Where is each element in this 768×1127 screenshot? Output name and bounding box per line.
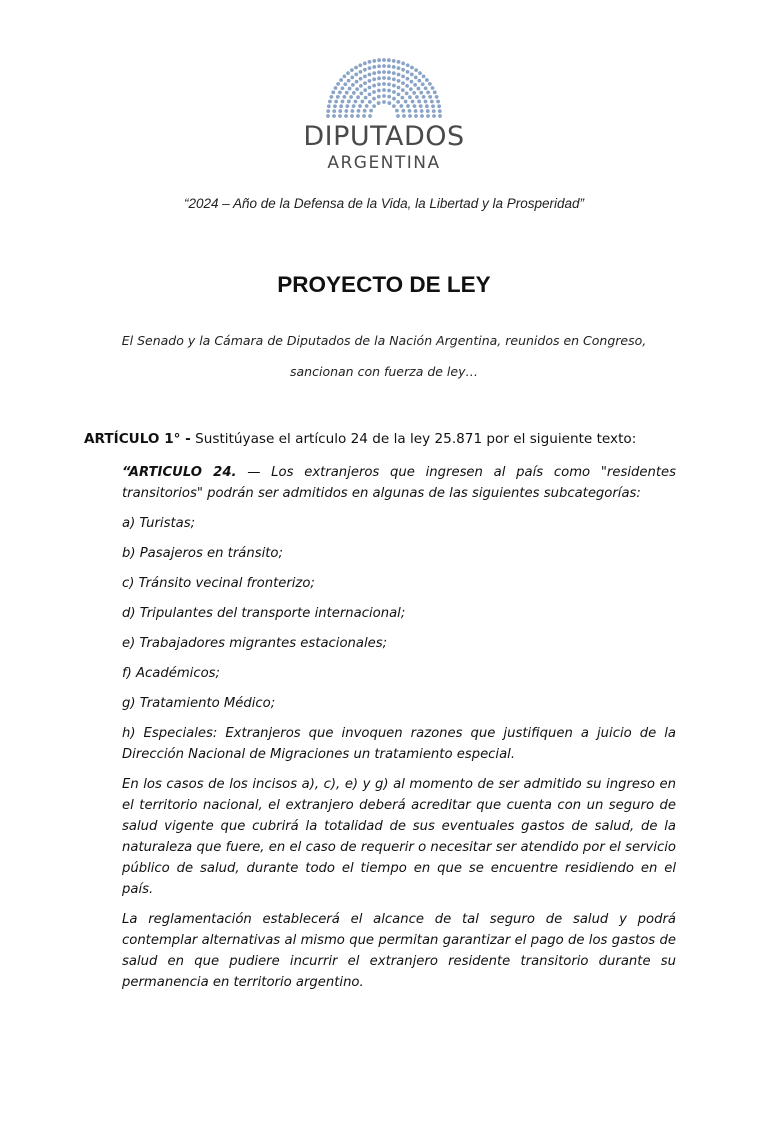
hemicycle-seat — [415, 95, 419, 99]
hemicycle-seat — [428, 95, 432, 99]
hemicycle-seat — [387, 76, 391, 80]
hemicycle-seat — [387, 95, 391, 99]
hemicycle-seat — [342, 95, 346, 99]
hemicycle-seat — [409, 87, 413, 91]
document-title: PROYECTO DE LEY — [277, 272, 491, 297]
hemicycle-seat — [348, 87, 352, 91]
hemicycle-seat — [372, 71, 376, 75]
hemicycle-seat — [397, 92, 401, 96]
hemicycle-seat — [382, 58, 386, 62]
hemicycle-seat — [397, 60, 401, 64]
hemicycle-seat — [424, 86, 428, 90]
hemicycle-seat — [368, 114, 372, 118]
hemicycle-seat — [401, 68, 405, 72]
hemicycle-seat — [377, 58, 381, 62]
hemicycle-seat — [352, 91, 356, 95]
hemicycle-seat — [359, 91, 363, 95]
hemicycle-seat — [406, 77, 410, 81]
hemicycle-seat — [392, 97, 396, 101]
hemicycle-seat — [338, 91, 342, 95]
article-heading — [84, 431, 704, 447]
hemicycle-seat — [410, 66, 414, 70]
hemicycle-seat — [328, 100, 332, 104]
hemicycle-seat — [426, 91, 430, 95]
list-item: d) Tripulantes del transporte internacional; — [122, 606, 406, 621]
hemicycle-seat — [350, 114, 354, 118]
hemicycle-seat — [341, 100, 345, 104]
hemicycle-seat — [401, 109, 405, 113]
hemicycle-seat — [420, 109, 424, 113]
hemicycle-seat — [350, 109, 354, 113]
hemicycle-seat — [387, 101, 391, 105]
hemicycle-seat — [345, 104, 349, 108]
hemicycle-seat — [397, 86, 401, 90]
hemicycle-seat — [372, 77, 376, 81]
hemicycle-seat — [432, 114, 436, 118]
hemicycle-seat — [358, 63, 362, 67]
list-item: f) Académicos; — [122, 666, 220, 681]
hemicycle-seat — [369, 109, 373, 113]
hemicycle-seat — [421, 82, 425, 86]
hemicycle-seat — [392, 84, 396, 88]
hemicycle-seat — [354, 66, 358, 70]
hemicycle-seat — [368, 66, 372, 70]
list-item: b) Pasajeros en tránsito; — [122, 546, 283, 561]
hemicycle-seat — [350, 68, 354, 72]
hemicycle-seat — [436, 100, 440, 104]
hemicycle-seat — [426, 114, 430, 118]
hemicycle-seat — [363, 68, 367, 72]
hemicycle-seat — [350, 75, 354, 79]
hemicycle-seat — [357, 109, 361, 113]
hemicycle-seat — [428, 82, 432, 86]
hemicycle-seat — [426, 109, 430, 113]
hemicycle-seat — [334, 100, 338, 104]
hemicycle-seat — [356, 114, 360, 118]
hemicycle-seat — [368, 60, 372, 64]
hemicycle-seat — [412, 91, 416, 95]
hemicycle-seat — [360, 100, 364, 104]
hemicycle-seat — [392, 104, 396, 108]
hemicycle-seat — [437, 104, 441, 108]
hemicycle-seat — [404, 100, 408, 104]
hemicycle-seat — [414, 114, 418, 118]
hemicycle-seat — [397, 79, 401, 83]
hemicycle-seat — [382, 76, 386, 80]
hemicycle-seat — [438, 109, 442, 113]
hemicycle-seat — [326, 114, 330, 118]
hemicycle-seat — [364, 96, 368, 100]
hemicycle-seat — [334, 86, 338, 90]
hemicycle-seat — [401, 74, 405, 78]
hemicycle-seat — [397, 66, 401, 70]
hemicycle-seat — [347, 79, 351, 83]
hemicycle-seat — [419, 104, 423, 108]
hemicycle-seat — [422, 75, 426, 79]
enacting-line-1: El Senado y la Cámara de Diputados de la Nación Argentina, reunidos en Congreso, — [121, 333, 647, 348]
hemicycle-seat — [431, 86, 435, 90]
hemicycle-seat — [425, 78, 429, 82]
hemicycle-seat — [382, 100, 386, 104]
hemicycle-seat — [329, 95, 333, 99]
hemicycle-seat — [362, 114, 366, 118]
quoted-intro: — Los extranjeros que ingresen al país como "residentes transitorios" podrán ser admitidos en algunas de las siguientes subcategorías: — [122, 465, 676, 501]
hemicycle-seat — [387, 58, 391, 62]
hemicycle-seat — [368, 79, 372, 83]
hemicycle-seat — [341, 86, 345, 90]
hemicycle-seat — [418, 71, 422, 75]
hemicycle-seat — [354, 100, 358, 104]
hemicycle-seat — [387, 64, 391, 68]
hemicycle-seat — [432, 109, 436, 113]
institution-name: DIPUTADOS — [303, 121, 465, 152]
hemicycle-seat — [408, 114, 412, 118]
hemicycle-seat — [382, 64, 386, 68]
hemicycle-seat — [401, 81, 405, 85]
hemicycle-seat — [408, 109, 412, 113]
hemicycle-seat — [358, 104, 362, 108]
hemicycle-seat — [349, 95, 353, 99]
hemicycle-seat — [345, 91, 349, 95]
hemicycle-seat — [352, 104, 356, 108]
hemicycle-seat — [368, 92, 372, 96]
hemicycle-seat — [392, 59, 396, 63]
hemicycle-seat — [387, 82, 391, 86]
hemicycle-seat — [372, 104, 376, 108]
hemicycle-seat — [363, 88, 367, 92]
hemicycle-seat — [425, 104, 429, 108]
hemicycle-seat — [343, 75, 347, 79]
hemicycle-seat — [356, 95, 360, 99]
official-year-motto: “2024 – Año de la Defensa de la Vida, la Libertad y la Prosperidad” — [183, 196, 584, 211]
hemicycle-seat — [382, 94, 386, 98]
hemicycle-seat — [396, 100, 400, 104]
hemicycle-seat — [395, 109, 399, 113]
hemicycle-seat — [397, 73, 401, 77]
hemicycle-seat — [413, 83, 417, 87]
list-item: e) Trabajadores migrantes estacionales; — [122, 636, 388, 651]
list-item: c) Tránsito vecinal fronterizo; — [122, 576, 315, 591]
hemicycle-seat — [336, 95, 340, 99]
article-quoted-text — [122, 462, 676, 1002]
hemicycle-seat — [399, 104, 403, 108]
hemicycle-seat — [344, 109, 348, 113]
hemicycle-seat — [363, 81, 367, 85]
hemicycle-seat — [339, 104, 343, 108]
hemicycle-seat — [332, 109, 336, 113]
hemicycle-seat — [401, 61, 405, 65]
hemicycle-seat — [424, 100, 428, 104]
hemicycle-seat — [338, 109, 342, 113]
enacting-clause — [60, 325, 708, 387]
hemicycle-seat — [392, 77, 396, 81]
hemicycle-seat — [410, 80, 414, 84]
hemicycle-seat — [372, 59, 376, 63]
hemicycle-seat — [419, 91, 423, 95]
hemicycle-seat — [359, 77, 363, 81]
hemicycle-seat — [377, 64, 381, 68]
hemicycle-seat — [411, 100, 415, 104]
hemicycle-seat — [417, 87, 421, 91]
hemicycle-seat — [387, 89, 391, 93]
hemicycle-seat — [377, 101, 381, 105]
hemicycle-seat — [417, 100, 421, 104]
hemicycle-seat — [405, 91, 409, 95]
hemicycle-seat — [382, 82, 386, 86]
hemicycle-seat — [438, 114, 442, 118]
hemicycle-seat — [400, 96, 404, 100]
hemicycle-seat — [392, 71, 396, 75]
hemicycle-seat — [420, 114, 424, 118]
hemicycle-seat — [377, 70, 381, 74]
quoted-intro-paragraph — [122, 462, 676, 504]
hemicycle-seat — [355, 80, 359, 84]
hemicycle-seat — [392, 65, 396, 69]
hemicycle-seat — [363, 74, 367, 78]
hemicycle-seat — [377, 89, 381, 93]
hemicycle-seat — [406, 63, 410, 67]
hemicycle-seat — [372, 84, 376, 88]
hemicycle-seat — [422, 95, 426, 99]
hemicycle-seat — [377, 95, 381, 99]
hemicycle-logo-icon — [319, 58, 449, 120]
hemicycle-seat — [372, 65, 376, 69]
article-intro: Sustitúyase el artículo 24 de la ley 25.871 por el siguiente texto: — [190, 431, 637, 447]
hemicycle-seat — [387, 70, 391, 74]
hemicycle-seat — [413, 104, 417, 108]
hemicycle-seat — [417, 79, 421, 83]
hemicycle-seat — [382, 70, 386, 74]
hemicycle-seat — [392, 90, 396, 94]
hemicycle-seat — [408, 95, 412, 99]
hemicycle-seat — [377, 82, 381, 86]
hemicycle-seat — [396, 114, 400, 118]
hemicycle-seat — [368, 73, 372, 77]
body-paragraph: En los casos de los incisos a), c), e) y g) al momento de ser admitido su ingreso en el territorio nacional, el extranjero deberá acreditar que cuenta con un seguro de salud vigente que cubrirá la totalidad de sus eventuales gastos de salud, de la naturaleza que fuere, en el caso de requerir o necesitar ser atendido por el servicio público de salud, durante todo el tiempo en que se encuentre residiendo en el país. — [122, 777, 676, 897]
hemicycle-seat — [382, 88, 386, 92]
hemicycle-seat — [433, 90, 437, 94]
hemicycle-seat — [406, 104, 410, 108]
hemicycle-seat — [344, 114, 348, 118]
list-item: h) Especiales: Extranjeros que invoquen razones que justifiquen a juicio de la Dirección Nacional de Migraciones un tratamiento especial. — [122, 726, 676, 762]
hemicycle-seat — [331, 90, 335, 94]
institution-country: ARGENTINA — [327, 153, 441, 173]
hemicycle-seat — [368, 100, 372, 104]
article-label: ARTÍCULO 1° - — [84, 431, 191, 447]
quoted-article-heading: “ARTICULO 24. — [122, 465, 237, 480]
hemicycle-seat — [405, 84, 409, 88]
hemicycle-seat — [359, 84, 363, 88]
hemicycle-seat — [332, 114, 336, 118]
hemicycle-seat — [430, 100, 434, 104]
hemicycle-seat — [354, 73, 358, 77]
list-item: g) Tratamiento Médico; — [122, 696, 276, 711]
hemicycle-seat — [406, 70, 410, 74]
hemicycle-seat — [402, 114, 406, 118]
hemicycle-seat — [435, 95, 439, 99]
hemicycle-seat — [414, 109, 418, 113]
hemicycle-seat — [327, 104, 331, 108]
hemicycle-seat — [336, 82, 340, 86]
hemicycle-seat — [368, 86, 372, 90]
body-paragraph: La reglamentación establecerá el alcance de tal seguro de salud y podrá contemplar alternativas al mismo que permitan garantizar el pago de los gastos de salud en que pudiere incurrir el extranjero residente transitorio durante su permanencia en territorio argentino. — [122, 912, 676, 990]
hemicycle-seat — [363, 61, 367, 65]
hemicycle-seat — [365, 104, 369, 108]
hemicycle-seat — [346, 71, 350, 75]
hemicycle-seat — [431, 104, 435, 108]
enacting-line-2: sancionan con fuerza de ley… — [290, 364, 478, 379]
hemicycle-seat — [333, 104, 337, 108]
hemicycle-seat — [377, 76, 381, 80]
hemicycle-seat — [363, 109, 367, 113]
hemicycle-seat — [414, 68, 418, 72]
hemicycle-seat — [338, 114, 342, 118]
list-item: a) Turistas; — [122, 516, 196, 531]
hemicycle-seat — [339, 78, 343, 82]
institution-logo — [0, 58, 768, 174]
hemicycle-seat — [372, 97, 376, 101]
hemicycle-seat — [410, 73, 414, 77]
hemicycle-seat — [414, 75, 418, 79]
hemicycle-seat — [326, 109, 330, 113]
hemicycle-seat — [401, 88, 405, 92]
hemicycle-seat — [355, 87, 359, 91]
hemicycle-seat — [372, 90, 376, 94]
hemicycle-seat — [347, 100, 351, 104]
hemicycle-seat — [359, 70, 363, 74]
hemicycle-seat — [351, 83, 355, 87]
hemicycle-seat — [343, 82, 347, 86]
